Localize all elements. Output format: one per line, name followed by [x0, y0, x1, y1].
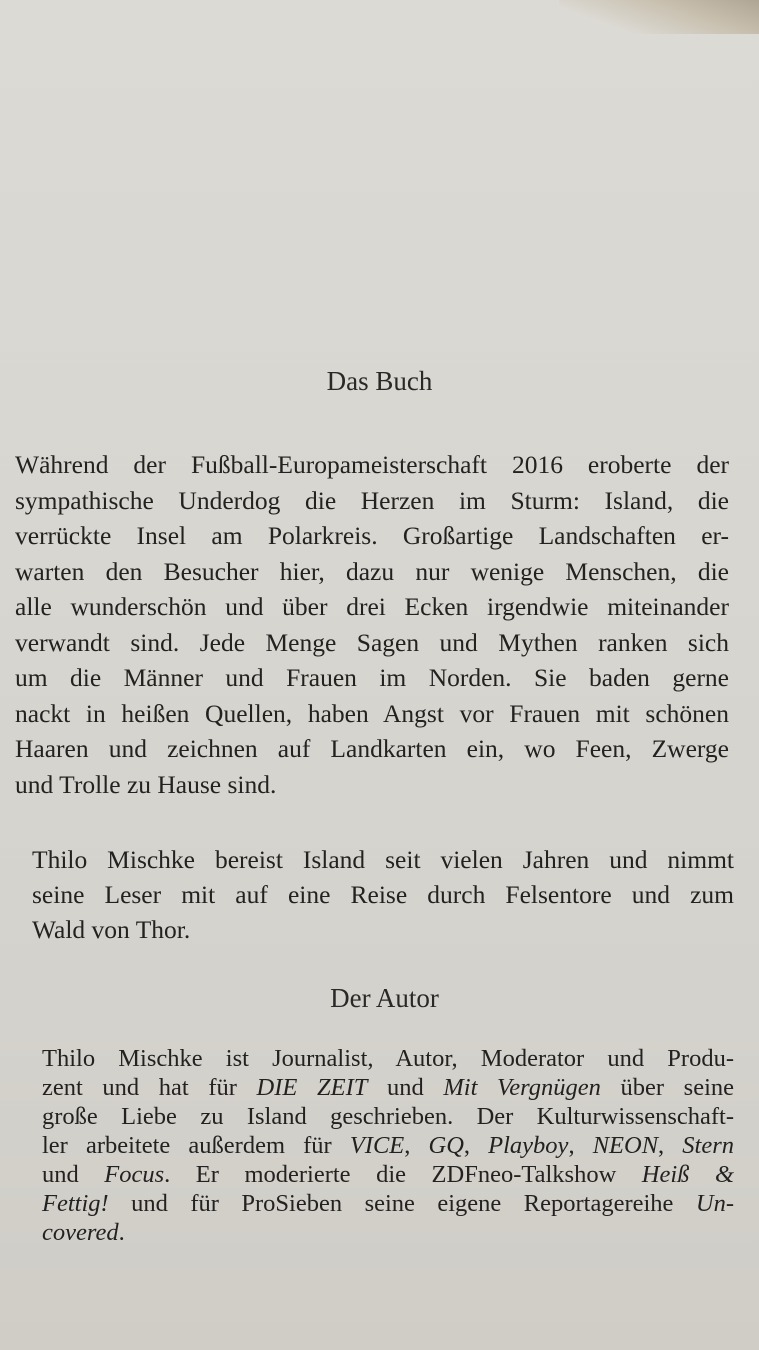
italic-title: Stern: [682, 1132, 734, 1159]
italic-title: DIE ZEIT: [256, 1074, 368, 1101]
text-line: warten den Besucher hier, dazu nur wenige Menschen, die: [15, 556, 729, 586]
text-line: sympathische Underdog die Herzen im Sturm: Island, die: [15, 485, 729, 515]
text-run: . Er moderierte die ZDFneo-Talkshow: [164, 1161, 642, 1188]
italic-title: VICE: [349, 1132, 405, 1159]
text-line: [42, 1189, 734, 1218]
heading-der-autor: Der Autor: [330, 983, 439, 1013]
text-line: [42, 1073, 734, 1102]
italic-title: Un-: [695, 1190, 734, 1217]
italic-title: Playboy: [488, 1132, 569, 1159]
text-line: verwandt sind. Jede Menge Sagen und Mythen ranken sich: [15, 627, 729, 657]
text-run: und: [42, 1161, 105, 1188]
paragraph-book-description: [15, 447, 729, 802]
italic-title: Heiß &: [641, 1161, 735, 1188]
text-run: zent und hat für: [42, 1074, 257, 1101]
text-line: Thilo Mischke bereist Island seit vielen Jahren und nimmt: [32, 845, 734, 874]
text-line: um die Männer und Frauen im Norden. Sie baden gerne: [15, 663, 729, 692]
text-run: über seine: [600, 1074, 735, 1101]
text-line: Thilo Mischke ist Journalist, Autor, Moderator und Produ-: [42, 1045, 734, 1072]
text-line: verrückte Insel am Polarkreis. Großartige Landschaften er-: [15, 521, 729, 550]
italic-title: NEON: [592, 1132, 659, 1159]
italic-title: Fettig!: [42, 1190, 109, 1217]
text-line: alle wunderschön und über drei Ecken irgendwie miteinander: [15, 592, 729, 621]
italic-title: Mit Vergnügen: [443, 1074, 601, 1101]
text-line: Haaren und zeichnen auf Landkarten ein, wo Feen, Zwerge: [15, 734, 729, 763]
text-run: ,: [463, 1132, 489, 1159]
text-run: ,: [568, 1132, 593, 1159]
text-line: Während der Fußball-Europameisterschaft 2016 eroberte der: [15, 450, 729, 479]
text-line: [42, 1218, 734, 1247]
text-run: ,: [404, 1132, 429, 1159]
text-line: [42, 1160, 734, 1189]
text-run: .: [118, 1219, 125, 1246]
text-line: nackt in heißen Quellen, haben Angst vor Frauen mit schönen: [15, 698, 729, 728]
text-line: seine Leser mit auf eine Reise durch Felsentore und zum: [32, 880, 734, 909]
italic-title: Focus: [104, 1161, 165, 1188]
text-line: große Liebe zu Island geschrieben. Der Kulturwissenschaft-: [42, 1103, 734, 1130]
italic-title: GQ: [428, 1132, 464, 1159]
text-run: und für ProSieben seine eigene Reportagereihe: [108, 1190, 696, 1217]
paragraph-author-bio: [42, 1044, 734, 1247]
paragraph-book-journey: [32, 842, 734, 947]
italic-title: covered: [42, 1219, 119, 1246]
text-run: und: [367, 1074, 444, 1101]
text-line: Wald von Thor.: [32, 915, 191, 944]
text-line: und Trolle zu Hause sind.: [15, 769, 277, 799]
text-run: ,: [658, 1132, 683, 1159]
text-line: [42, 1131, 734, 1160]
text-run: ler arbeitete außerdem für: [42, 1132, 350, 1159]
heading-das-buch: Das Buch: [326, 366, 433, 396]
